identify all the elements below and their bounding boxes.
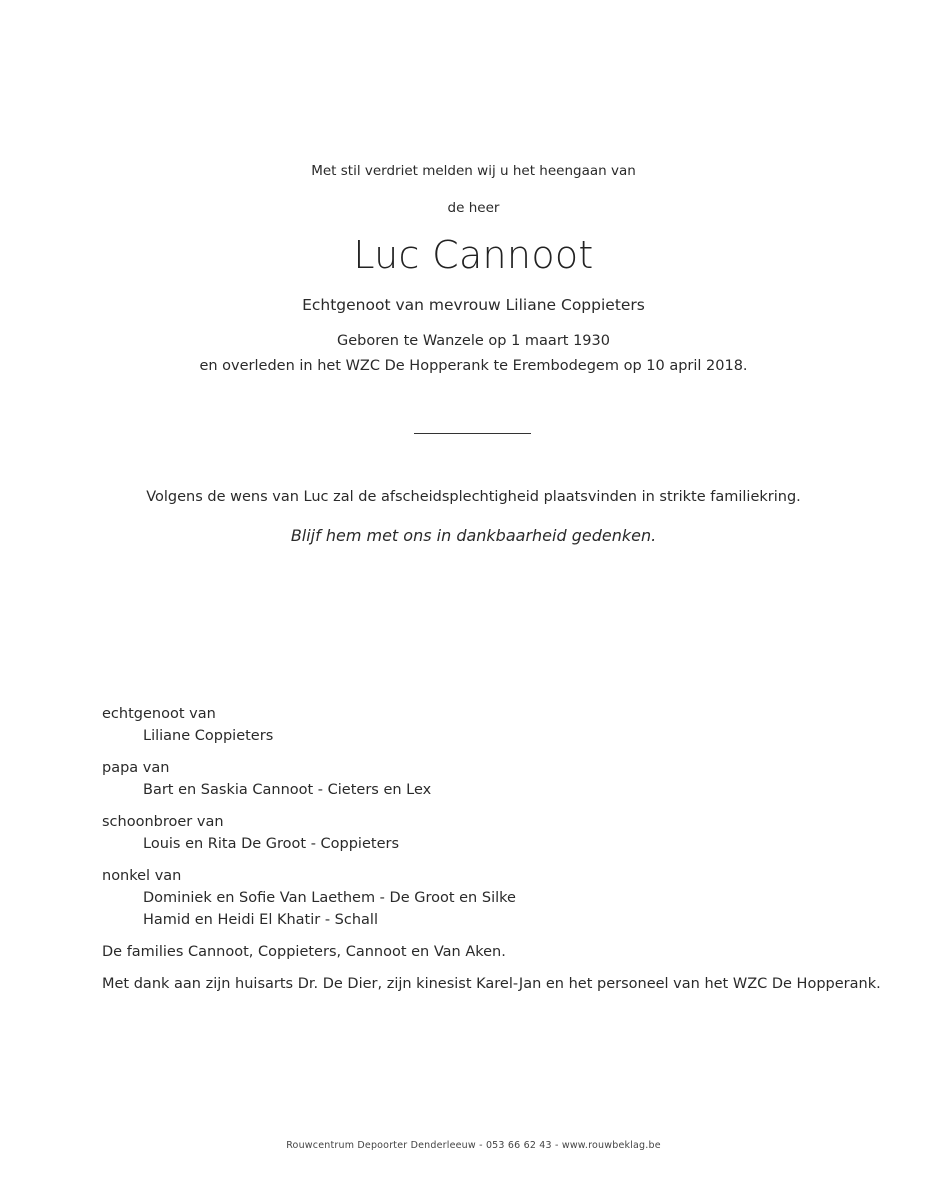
family-group-in-laws xyxy=(102,811,902,855)
born-line: Geboren te Wanzele op 1 maart 1930 xyxy=(337,333,610,349)
family-member: Liliane Coppieters xyxy=(143,728,274,744)
families-line: De families Cannoot, Coppieters, Cannoot en Van Aken. xyxy=(102,944,506,960)
family-group-spouse xyxy=(102,703,902,747)
thanks-line: Met dank aan zijn huisarts Dr. De Dier, zijn kinesist Karel-Jan en het personeel van het WZC De Hopperank. xyxy=(102,976,881,992)
footer-text: Rouwcentrum Depoorter Denderleeuw - 053 66 62 43 - www.rouwbeklag.be xyxy=(286,1140,661,1151)
spouse-line: Echtgenoot van mevrouw Liliane Coppieters xyxy=(302,296,645,314)
family-group-nephews xyxy=(102,865,902,931)
title-prefix: de heer xyxy=(447,200,500,216)
relation-label: schoonbroer van xyxy=(102,814,224,830)
remember-line: Blijf hem met ons in dankbaarheid gedenken. xyxy=(290,526,657,545)
relation-label: nonkel van xyxy=(102,868,182,884)
intro-text: Met stil verdriet melden wij u het heengaan van xyxy=(311,163,636,179)
family-member: Hamid en Heidi El Khatir - Schall xyxy=(143,912,378,928)
family-member: Bart en Saskia Cannoot - Cieters en Lex xyxy=(143,782,432,798)
family-member: Dominiek en Sofie Van Laethem - De Groot en Silke xyxy=(143,890,516,906)
deceased-name: Luc Cannoot xyxy=(353,233,594,277)
divider xyxy=(414,433,531,434)
died-line: en overleden in het WZC De Hopperank te Erembodegem op 10 april 2018. xyxy=(199,358,748,374)
wish-line: Volgens de wens van Luc zal de afscheidsplechtigheid plaatsvinden in strikte familiekring. xyxy=(146,489,801,505)
family-list xyxy=(102,703,902,1005)
relation-label: echtgenoot van xyxy=(102,706,216,722)
family-group-children xyxy=(102,757,902,801)
family-member: Louis en Rita De Groot - Coppieters xyxy=(143,836,400,852)
relation-label: papa van xyxy=(102,760,170,776)
